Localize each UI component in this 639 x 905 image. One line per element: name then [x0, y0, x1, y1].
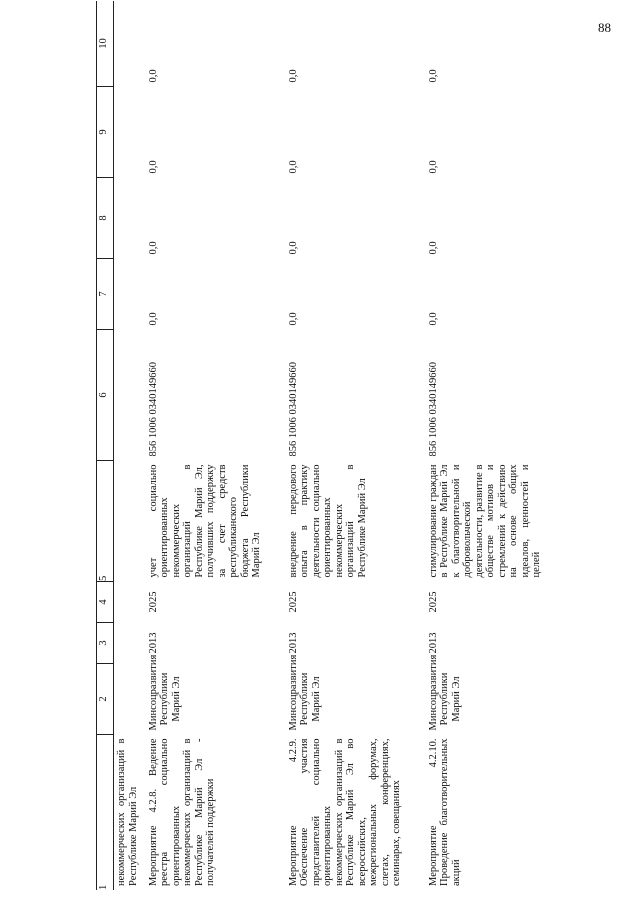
col-header-10: 10 — [97, 1, 114, 87]
rotated-table-region — [96, 10, 621, 890]
value-col-8: 0,0 — [287, 241, 299, 255]
value-col-8: 0,0 — [147, 241, 159, 255]
continuation-text: некоммерческих организаций в Республике Марий Эл — [116, 738, 139, 886]
end-year: 2025 — [287, 591, 299, 613]
value-col-9: 0,0 — [287, 160, 299, 174]
value-col-7: 0,0 — [147, 312, 159, 326]
table-row — [426, 1, 561, 890]
col-header-8: 8 — [97, 178, 114, 259]
table-row — [146, 1, 286, 890]
activity-name: Мероприятие 4.2.9. Обеспечение участия представителей социально ориентированных некоммерческих организаций в Республике Марий Эл во всероссийских, межрегиональных форумах, слетах, конференциях, семинарах, совещаниях — [287, 738, 402, 886]
end-year: 2025 — [427, 591, 439, 613]
col-header-1: 1 — [97, 735, 114, 891]
executor: Минсоцразвития Республики Марий Эл — [287, 654, 322, 731]
value-col-7: 0,0 — [287, 312, 299, 326]
executor: Минсоцразвития Республики Марий Эл — [147, 654, 182, 731]
value-col-9: 0,0 — [147, 160, 159, 174]
start-year: 2013 — [287, 632, 299, 654]
activity-name: Мероприятие 4.2.8. Ведение реестра социально ориентированных некоммерческих организаций в Республике Марий Эл - получателей поддержки — [147, 738, 216, 886]
value-col-9: 0,0 — [427, 160, 439, 174]
page-number: 88 — [598, 20, 611, 35]
col-header-7: 7 — [97, 259, 114, 330]
executor: Минсоцразвития Республики Марий Эл — [427, 654, 462, 731]
col-header-6: 6 — [97, 330, 114, 461]
col-header-3: 3 — [97, 623, 114, 664]
budget-code: 856 1006 0340149660 — [287, 362, 299, 457]
table-row — [286, 1, 426, 890]
value-col-8: 0,0 — [427, 241, 439, 255]
value-col-10: 0,0 — [427, 69, 439, 83]
start-year: 2013 — [427, 632, 439, 654]
end-year: 2025 — [147, 591, 159, 613]
table-row-continuation — [114, 1, 146, 890]
start-year: 2013 — [147, 632, 159, 654]
expected-result: учет социально ориентированных некоммерческих организаций в Республике Марий Эл, получивших поддержку за счет средств республиканского бюджета Республики Марий Эл — [147, 464, 262, 578]
col-header-4: 4 — [97, 582, 114, 623]
program-activities-table — [96, 1, 561, 890]
budget-code: 856 1006 0340149660 — [147, 362, 159, 457]
expected-result: внедрение передового опыта в практику деятельности социально ориентированных некоммерческих организаций в Республике Марий Эл — [287, 464, 368, 578]
value-col-10: 0,0 — [287, 69, 299, 83]
column-number-row — [97, 1, 114, 890]
expected-result: стимулирование граждан в Республике Марий Эл к благотворительной и добровольческой деятельности, развитие в обществе мотивов и стремлений к действию на основе общих идеалов, ценностей и целей — [427, 464, 542, 578]
value-col-10: 0,0 — [147, 69, 159, 83]
col-header-9: 9 — [97, 87, 114, 178]
col-header-2: 2 — [97, 664, 114, 735]
budget-code: 856 1006 0340149660 — [427, 362, 439, 457]
activity-name: Мероприятие 4.2.10. Проведение благотворительных акций — [427, 738, 462, 886]
col-header-5: 5 — [97, 461, 114, 582]
value-col-7: 0,0 — [427, 312, 439, 326]
